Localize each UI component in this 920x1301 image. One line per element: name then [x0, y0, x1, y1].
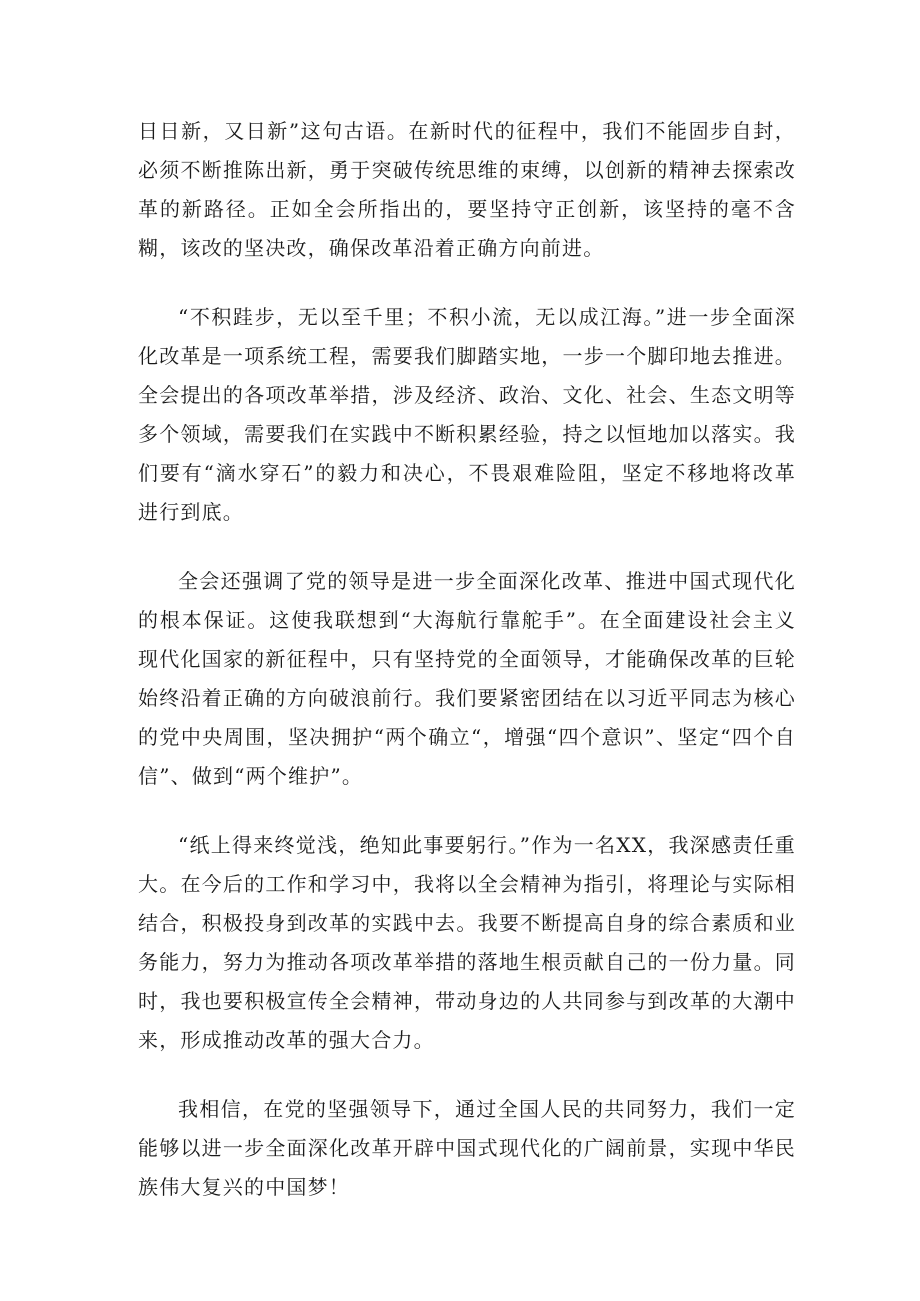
- document-body: [138, 112, 796, 1207]
- paragraph-4: “纸上得来终觉浅，绝知此事要躬行。”作为一名XX，我深感责任重大。在今后的工作和学习中，我将以全会精神为指引，将理论与实际相结合，积极投身到改革的实践中去。我要不断提高自身的综合素质和业务能力，努力为推动各项改革举措的落地生根贡献自己的一份力量。同时，我也要积极宣传全会精神，带动身边的人共同参与到改革的大潮中来，形成推动改革的强大合力。: [138, 833, 796, 1052]
- paragraph-5: 我相信，在党的坚强领导下，通过全国人民的共同努力，我们一定能够以进一步全面深化改革开辟中国式现代化的广阔前景，实现中华民族伟大复兴的中国梦！: [138, 1097, 796, 1199]
- paragraph-3: 全会还强调了党的领导是进一步全面深化改革、推进中国式现代化的根本保证。这使我联想到“大海航行靠舵手”。在全面建设社会主义现代化国家的新征程中，只有坚持党的全面领导，才能确保改革的巨轮始终沿着正确的方向破浪前行。我们要紧密团结在以习近平同志为核心的党中央周围，坚决拥护“两个确立“，增强“四个意识”、坚定“四个自信”、做到“两个维护”。: [138, 569, 796, 788]
- paragraph-2: “不积跬步，无以至千里；不积小流，无以成江海。”进一步全面深化改革是一项系统工程，需要我们脚踏实地，一步一个脚印地去推进。全会提出的各项改革举措，涉及经济、政治、文化、社会、生态文明等多个领域，需要我们在实践中不断积累经验，持之以恒地加以落实。我们要有“滴水穿石”的毅力和决心，不畏艰难险阻，坚定不移地将改革进行到底。: [138, 305, 796, 524]
- paragraph-1: 日日新，又日新”这句古语。在新时代的征程中，我们不能固步自封，必须不断推陈出新，勇于突破传统思维的束缚，以创新的精神去探索改革的新路径。正如全会所指出的，要坚持守正创新，该坚持的毫不含糊，该改的坚决改，确保改革沿着正确方向前进。: [138, 119, 796, 260]
